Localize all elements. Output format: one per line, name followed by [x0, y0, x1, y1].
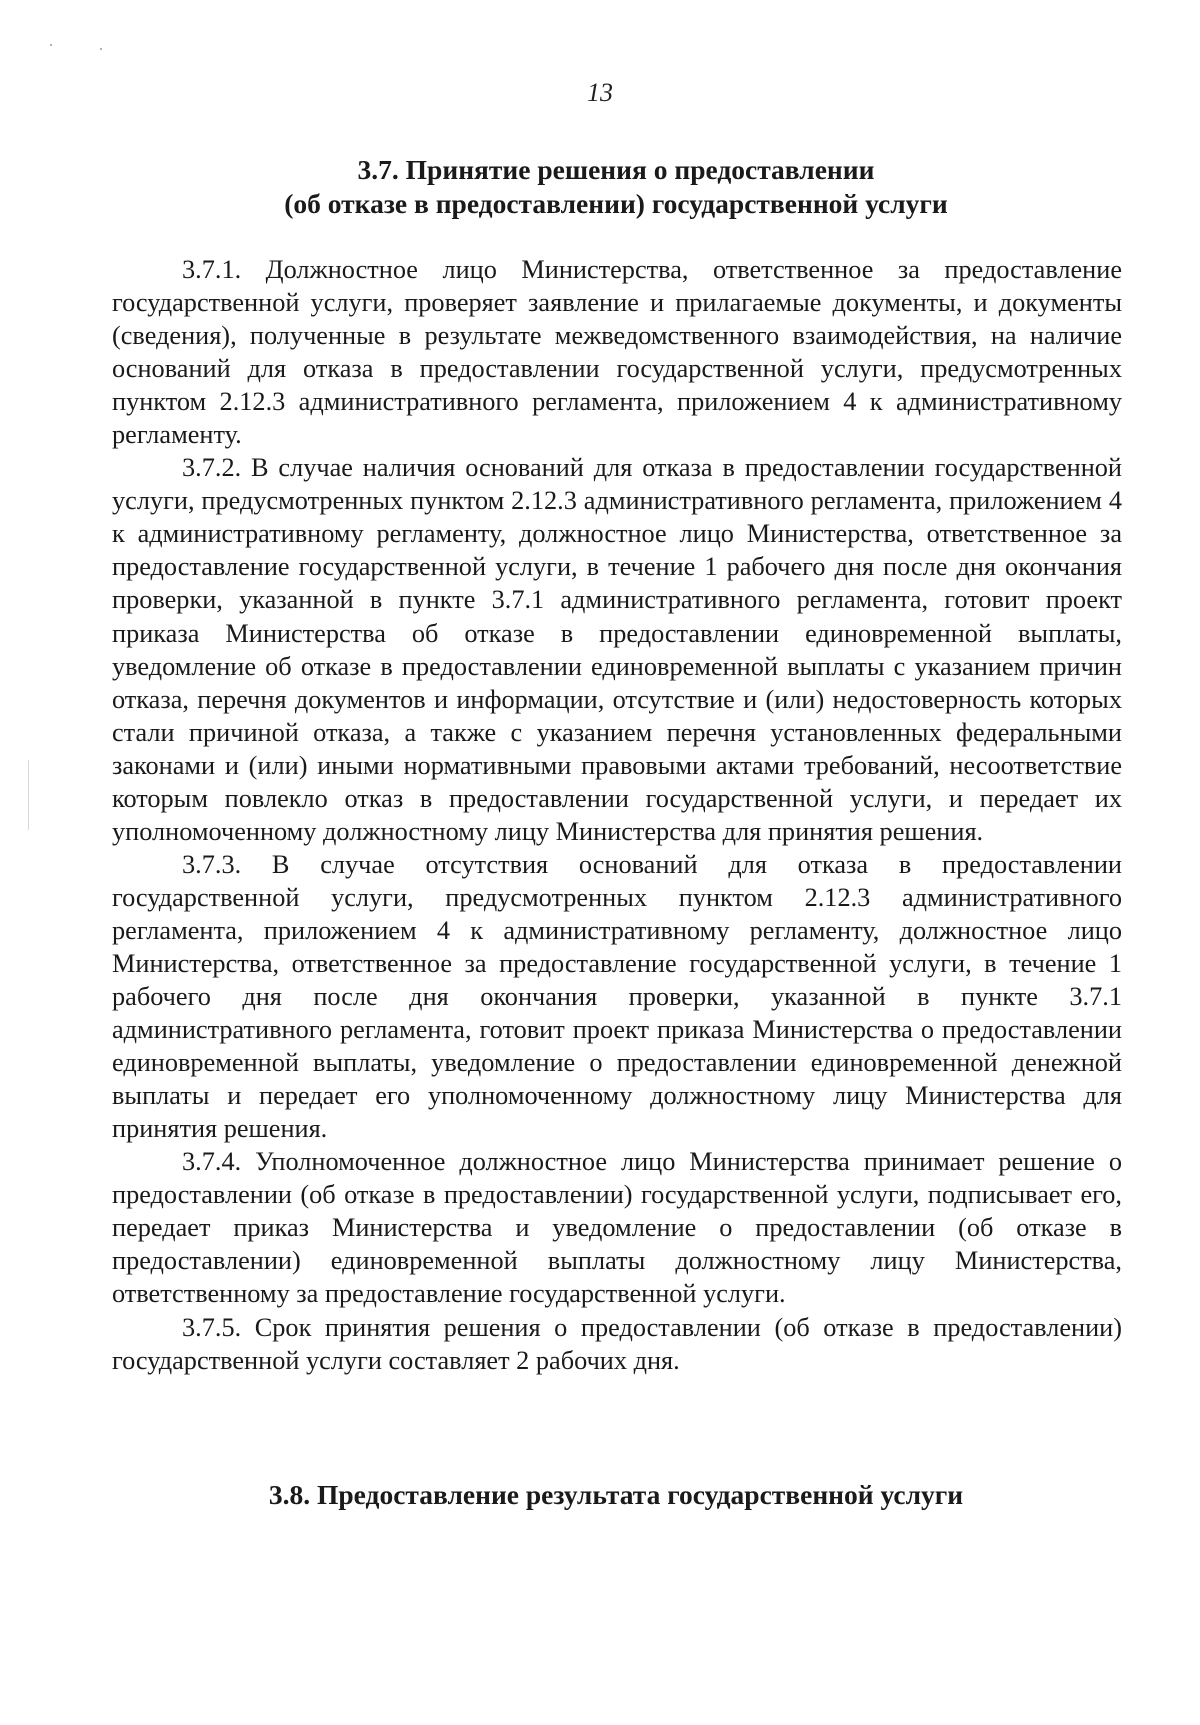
section-3-7-heading — [110, 153, 1122, 221]
paragraph-3-7-3: 3.7.3. В случае отсутствия оснований для отказа в предоставлении государственной услуги, предусмотренных пунктом 2.12.3 административного регламента, приложением 4 к административному регламенту, должностное лицо Министерства, ответственное за предоставление государственной услуги, в течение 1 рабочего дня после дня окончания проверки, указанной в пункте 3.7.1 административного регламента, готовит проект приказа Министерства о предоставлении единовременной выплаты, уведомление о предоставлении единовременной денежной выплаты и передает его уполномоченному должностному лицу Министерства для принятия решения. — [112, 849, 1122, 1144]
paragraph-3-7-2: 3.7.2. В случае наличия оснований для отказа в предоставлении государственной услуги, предусмотренных пунктом 2.12.3 административного регламента, приложением 4 к административному регламенту, должностное лицо Министерства, ответственное за предоставление государственной услуги, в течение 1 рабочего дня после дня окончания проверки, указанной в пункте 3.7.1 административного регламента, готовит проект приказа Министерства об отказе в предоставлении единовременной выплаты, уведомление об отказе в предоставлении единовременной выплаты с указанием причин отказа, перечня документов и информации, отсутствие и (или) недостоверность которых стали причиной отказа, а также с указанием перечня установленных федеральными законами и (или) иными нормативными правовыми актами требований, несоответствие которым повлекло отказ в предоставлении государственной услуги, и передает их уполномоченному должностному лицу Министерства для принятия решения. — [112, 453, 1122, 846]
section-3-8-heading — [110, 1478, 1122, 1512]
scan-speck — [50, 44, 52, 46]
section-3-7-body — [112, 253, 1122, 1377]
scan-edge-mark — [28, 760, 29, 830]
section-3-7-title-line-2: (об отказе в предоставлении) государственной услуги — [284, 188, 948, 219]
paragraph-3-7-4: 3.7.4. Уполномоченное должностное лицо Министерства принимает решение о предоставлении (об отказе в предоставлении) государственной услуги, подписывает его, передает приказ Министерства и уведомление о предоставлении (об отказе в предоставлении) единовременной выплаты должностному лицу Министерства, ответственному за предоставление государственной услуги. — [112, 1147, 1122, 1309]
section-3-7-title-line-1: 3.7. Принятие решения о предоставлении — [357, 154, 875, 185]
section-3-8-title: 3.8. Предоставление результата государственной услуги — [268, 1479, 964, 1510]
paragraph-3-7-5: 3.7.5. Срок принятия решения о предоставлении (об отказе в предоставлении) государственной услуги составляет 2 рабочих дня. — [112, 1312, 1122, 1375]
paragraph-3-7-1: 3.7.1. Должностное лицо Министерства, ответственное за предоставление государственной услуги, проверяет заявление и прилагаемые документы, и документы (сведения), полученные в результате межведомственного взаимодействия, на наличие оснований для отказа в предоставлении государственной услуги, предусмотренных пунктом 2.12.3 административного регламента, приложением 4 к административному регламенту. — [112, 255, 1122, 450]
page-number: 13 — [587, 78, 613, 107]
scan-speck — [100, 48, 102, 50]
